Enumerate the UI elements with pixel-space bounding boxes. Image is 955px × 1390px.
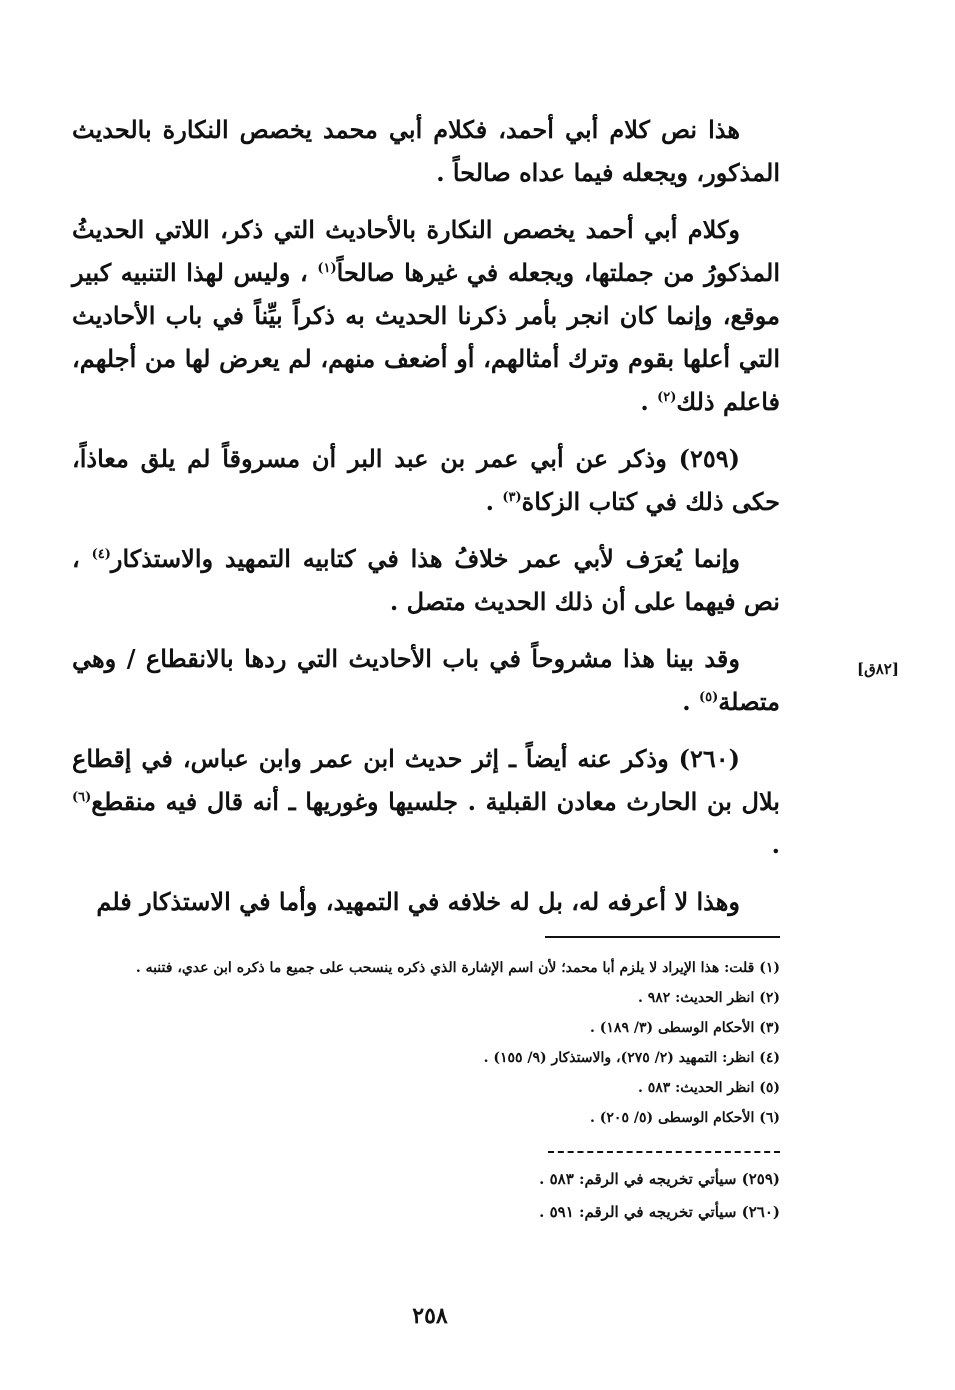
refs-divider xyxy=(548,1151,780,1153)
paragraph-text: . xyxy=(682,687,699,716)
paragraph-text: وهذا لا أعرفه له، بل له خلافه في التمهيد، وأما في الاستذكار فلم xyxy=(96,887,740,916)
paragraph-text: وذكر عن أبي عمر بن عبد البر أن مسروقاً لم يلق معاذاً، حكى ذلك في كتاب الزكاة xyxy=(72,444,780,516)
hadith-reference-item: (٢٥٩) سيأتي تخريجه في الرقم: ٥٨٣ . xyxy=(539,1170,780,1188)
footnote-item: (٢) انظر الحديث: ٩٨٢ . xyxy=(637,990,780,1006)
paragraph-text: . xyxy=(771,830,780,859)
footnote-ref[interactable]: (٦) xyxy=(72,790,92,805)
page-number: ٢٥٨ xyxy=(412,1303,448,1329)
hadith-number: (٢٦٠) xyxy=(678,744,740,773)
footnote-divider xyxy=(545,936,780,938)
paragraph-text: وذكر عنه أيضاً ـ إثر حديث ابن عمر وابن عباس، في إقطاع بلال بن الحارث معادن القبلية . جلسيها وغوريها ـ أنه قال فيه منقطع xyxy=(72,744,780,816)
footnote-ref[interactable]: (٥) xyxy=(698,690,719,705)
paragraph-text: وكلام أبي أحمد يخصص النكارة بالأحاديث التي ذكر، اللاتي الحديثُ المذكورُ من جملتها، ويجعله في غيرها صالحاً xyxy=(72,215,781,287)
paragraph-text: هذا نص كلام أبي أحمد، فكلام أبي محمد يخصص النكارة بالحديث المذكور، ويجعله فيما عداه صالحاً . xyxy=(72,115,780,187)
paragraph-text: وقد بينا هذا مشروحاً في باب الأحاديث التي ردها بالانقطاع / وهي متصلة xyxy=(72,644,780,716)
paragraph-5 xyxy=(72,637,780,723)
footnote-ref[interactable]: (٤) xyxy=(91,547,111,562)
main-text xyxy=(72,108,780,937)
paragraph-text: . xyxy=(485,487,503,516)
footnote-ref[interactable]: (١) xyxy=(317,261,337,276)
paragraph-4 xyxy=(72,537,780,623)
footnote-item: (٤) انظر: التمهيد (٢/ ٢٧٥)، والاستذكار (٩/ ١٥٥) . xyxy=(483,1050,780,1066)
footnote-item: (١) قلت: هذا الإيراد لا يلزم أبا محمد؛ لأن اسم الإشارة الذي ذكره ينسحب على جميع ما ذكره ابن عدي، فتنبه . xyxy=(135,960,780,976)
footnote-ref[interactable]: (٢) xyxy=(657,390,677,405)
paragraph-text: وإنما يُعرَف لأبي عمر خلافُ هذا في كتابيه التمهيد والاستذكار xyxy=(110,544,741,573)
footnote-item: (٥) انظر الحديث: ٥٨٣ . xyxy=(637,1080,780,1096)
footnotes xyxy=(80,953,780,1133)
hadith-reference-item: (٢٦٠) سيأتي تخريجه في الرقم: ٥٩١ . xyxy=(539,1203,780,1221)
footnote-item: (٣) الأحكام الوسطى (٣/ ١٨٩) . xyxy=(590,1020,780,1036)
footnote-ref[interactable]: (٣) xyxy=(502,490,522,505)
paragraph-1 xyxy=(72,108,780,194)
hadith-number: (٢٥٩) xyxy=(678,444,740,473)
paragraph-text: . xyxy=(640,387,658,416)
paragraph-2 xyxy=(72,208,780,423)
paragraph-text: ، نص فيهما على أن ذلك الحديث متصل . xyxy=(72,544,780,616)
paragraph-7 xyxy=(72,880,780,923)
footnote-item: (٦) الأحكام الوسطى (٥/ ٢٠٥) . xyxy=(590,1110,780,1126)
paragraph-6 xyxy=(72,737,780,866)
paragraph-text: ، وليس لهذا التنبيه كبير موقع، وإنما كان انجر بأمر ذكرنا الحديث به ذكراً بيِّناً في باب الأحاديث التي أعلها بقوم وترك أمثالهم، أو أضعف منهم، لم يعرض لها من أجلهم، فاعلم ذلك xyxy=(72,258,780,416)
manuscript-folio-note: [٨٢ق] xyxy=(857,660,899,678)
hadith-references xyxy=(80,1163,780,1229)
paragraph-3 xyxy=(72,437,780,523)
